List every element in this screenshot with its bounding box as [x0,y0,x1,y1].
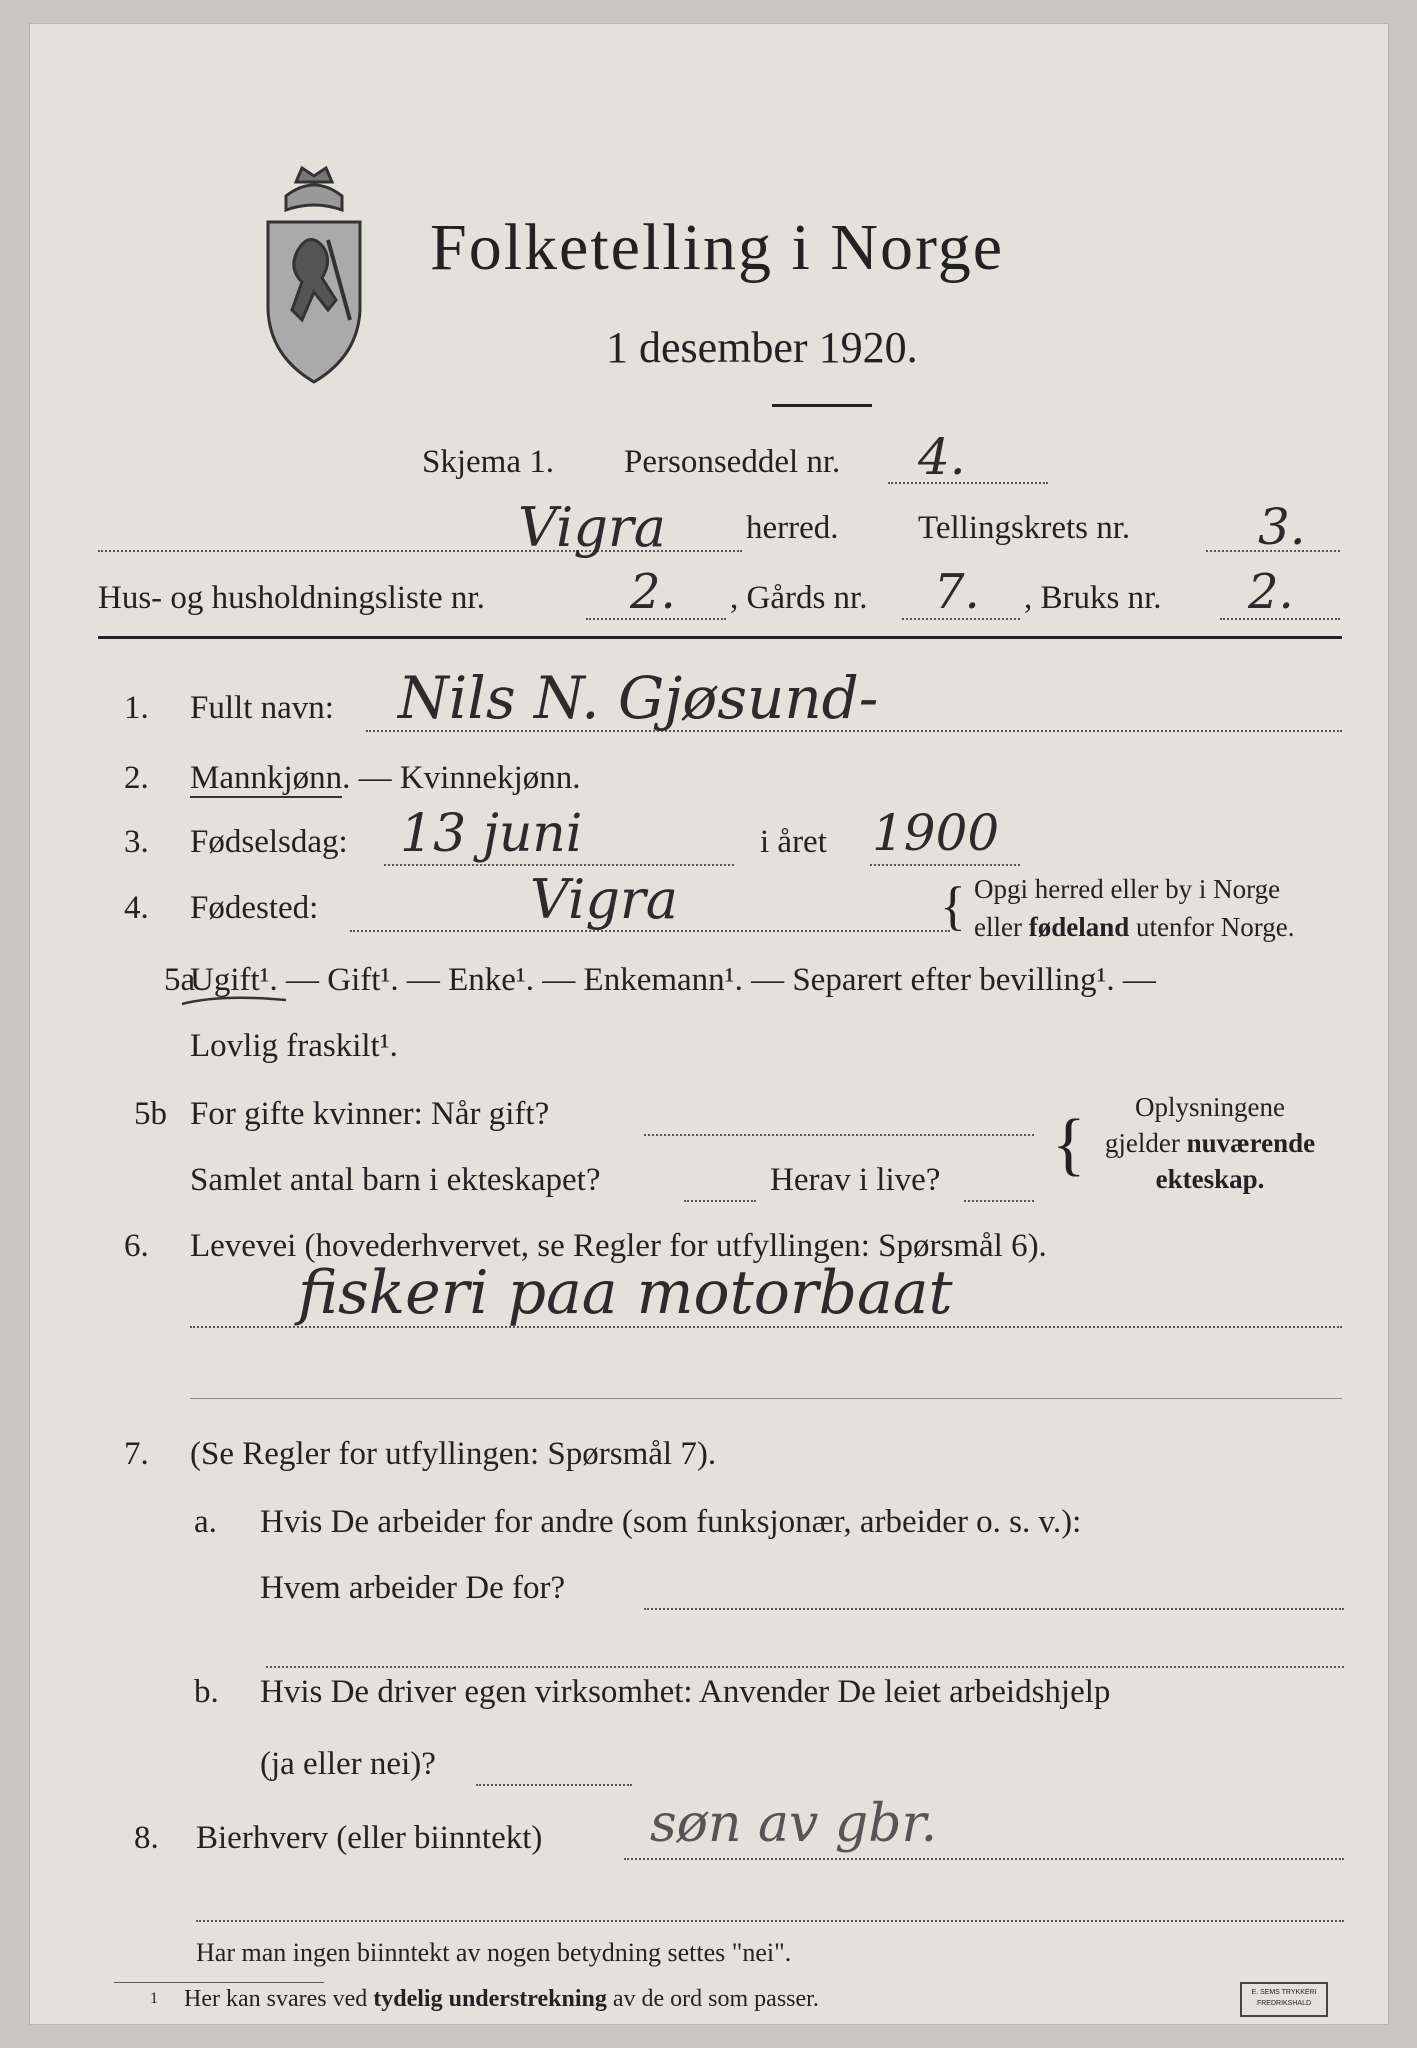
q7-label: (Se Regler for utfyllingen: Spørsmål 7). [190,1436,717,1472]
printer-stamp-line1: E. SEMS TRYKKERI [1251,1989,1317,1996]
census-date: 1 desember 1920. [606,323,918,372]
tellingskrets-label: Tellingskrets nr. [918,510,1131,546]
birthday-field [384,864,734,866]
q7b-letter: b. [194,1674,219,1710]
bruks-value: 2. [1248,564,1294,620]
q3-number: 3. [124,824,149,860]
children-alive-field [964,1200,1034,1202]
personseddel-field [888,482,1048,484]
q4-number: 4. [124,890,149,926]
q5b-note2-pre: gjelder [1104,1128,1180,1158]
q4-note2-post: utenfor Norge. [1136,912,1295,942]
footnote-text [184,1986,819,2013]
q4-note-line1: Opgi herred eller by i Norge [974,874,1281,904]
hus-label: Hus- og husholdningsliste nr. [98,580,485,616]
q5b-alive-label: Herav i live? [770,1162,941,1198]
q5b-note-line2 [1090,1128,1330,1159]
schema-label: Skjema 1. [422,444,554,480]
q7a-line2: Hvem arbeider De for? [260,1570,566,1606]
children-count-field [684,1200,756,1202]
gards-value: 7. [934,564,980,620]
marital-status-options: Ugift¹. — Gift¹. — Enke¹. — Enkemann¹. — Separert efter bevilling¹. — [190,962,1156,998]
side-income-value: søn av gbr. [650,1794,938,1854]
printer-stamp-line2: FREDRIKSHALD [1256,2000,1312,2007]
q4-note2-bold: fødeland [1028,912,1130,942]
q8-number: 8. [134,1820,159,1856]
footnote-pre: Her kan svares ved [184,1986,368,2012]
q6-number: 6. [124,1228,149,1264]
q5b-note-line1: Oplysningene [1135,1092,1285,1122]
q7a-line1: Hvis De arbeider for andre (som funksjonær, arbeider o. s. v.): [260,1504,1082,1540]
birth-year-value: 1900 [872,804,1000,862]
printer-stamp [1240,1982,1328,2017]
q6-label: Levevei (hovederhvervet, se Regler for utfyllingen: Spørsmål 6). [190,1228,1047,1264]
birth-year-field [870,864,1020,866]
q4-brace: { [940,876,966,936]
tellingskrets-value: 3. [1258,498,1306,556]
q7b-line1: Hvis De driver egen virksomhet: Anvender De leiet arbeidshjelp [260,1674,1111,1710]
form-title: Folketelling i Norge [430,211,1005,284]
q7a-letter: a. [194,1504,217,1540]
personseddel-label: Personseddel nr. [624,444,841,480]
female-option: . — Kvinnekjønn [342,760,573,796]
q5b-note-line3: ekteskap. [1155,1164,1265,1194]
q7-number: 7. [124,1436,149,1472]
herred-label: herred. [746,510,839,546]
marital-status-line2: Lovlig fraskilt¹. [190,1028,398,1064]
footnote-rule [114,1982,324,1983]
q1-label: Fullt navn: [190,690,334,726]
q5b-children-label: Samlet antal barn i ekteskapet? [190,1162,601,1198]
coat-of-arms-icon [258,160,370,390]
bruks-label: , Bruks nr. [1024,580,1162,616]
herred-value: Vigra [518,496,666,559]
occupation-value: fiskeri paa motorbaat [298,1258,953,1328]
employer-field-line2 [266,1666,1344,1668]
birthplace-value: Vigra [530,868,678,931]
q2-end: . [572,760,581,796]
q5b-note2-bold: nuværende [1186,1128,1316,1158]
title-divider [772,404,872,407]
footnote-mark: 1 [150,1990,158,2007]
q2-sex-options [190,760,581,797]
side-income-field [624,1858,1344,1860]
q4-note2-pre: eller [974,912,1022,942]
header-rule [98,636,1342,639]
year-label: i året [760,824,827,860]
footnote-bold: tydelig understrekning [373,1986,607,2012]
side-income-field-line2 [196,1920,1344,1922]
q4-label: Fødested: [190,890,319,926]
q8-note: Har man ingen biinntekt av nogen betydning settes "nei". [196,1938,792,1967]
q8-label: Bierhverv (eller biinntekt) [196,1820,543,1856]
employer-field [644,1608,1344,1610]
full-name-value: Nils N. Gjøsund- [398,664,879,732]
q7b-line2: (ja eller nei)? [260,1746,436,1782]
hus-value: 2. [630,564,676,620]
census-form-page [30,24,1388,2024]
q4-note-line2 [974,912,1294,943]
q5b-brace: { [1052,1106,1086,1183]
male-option: Mannkjønn [190,760,343,796]
occupation-extra-line [190,1398,1342,1399]
q1-number: 1. [124,690,149,726]
gards-label: , Gårds nr. [730,580,868,616]
q5b-line1: For gifte kvinner: Når gift? [190,1096,550,1132]
q5b-number: 5b [134,1096,167,1132]
ugift-underline-mark [180,990,290,1010]
q2-number: 2. [124,760,149,796]
q3-label: Fødselsdag: [190,824,348,860]
footnote-post: av de ord som passer. [612,1986,819,2012]
married-when-field [644,1134,1034,1136]
hired-help-field [476,1784,632,1786]
q5a-number: 5a [164,962,196,998]
personseddel-value: 4. [918,428,966,486]
birthday-value: 13 juni [400,804,583,864]
